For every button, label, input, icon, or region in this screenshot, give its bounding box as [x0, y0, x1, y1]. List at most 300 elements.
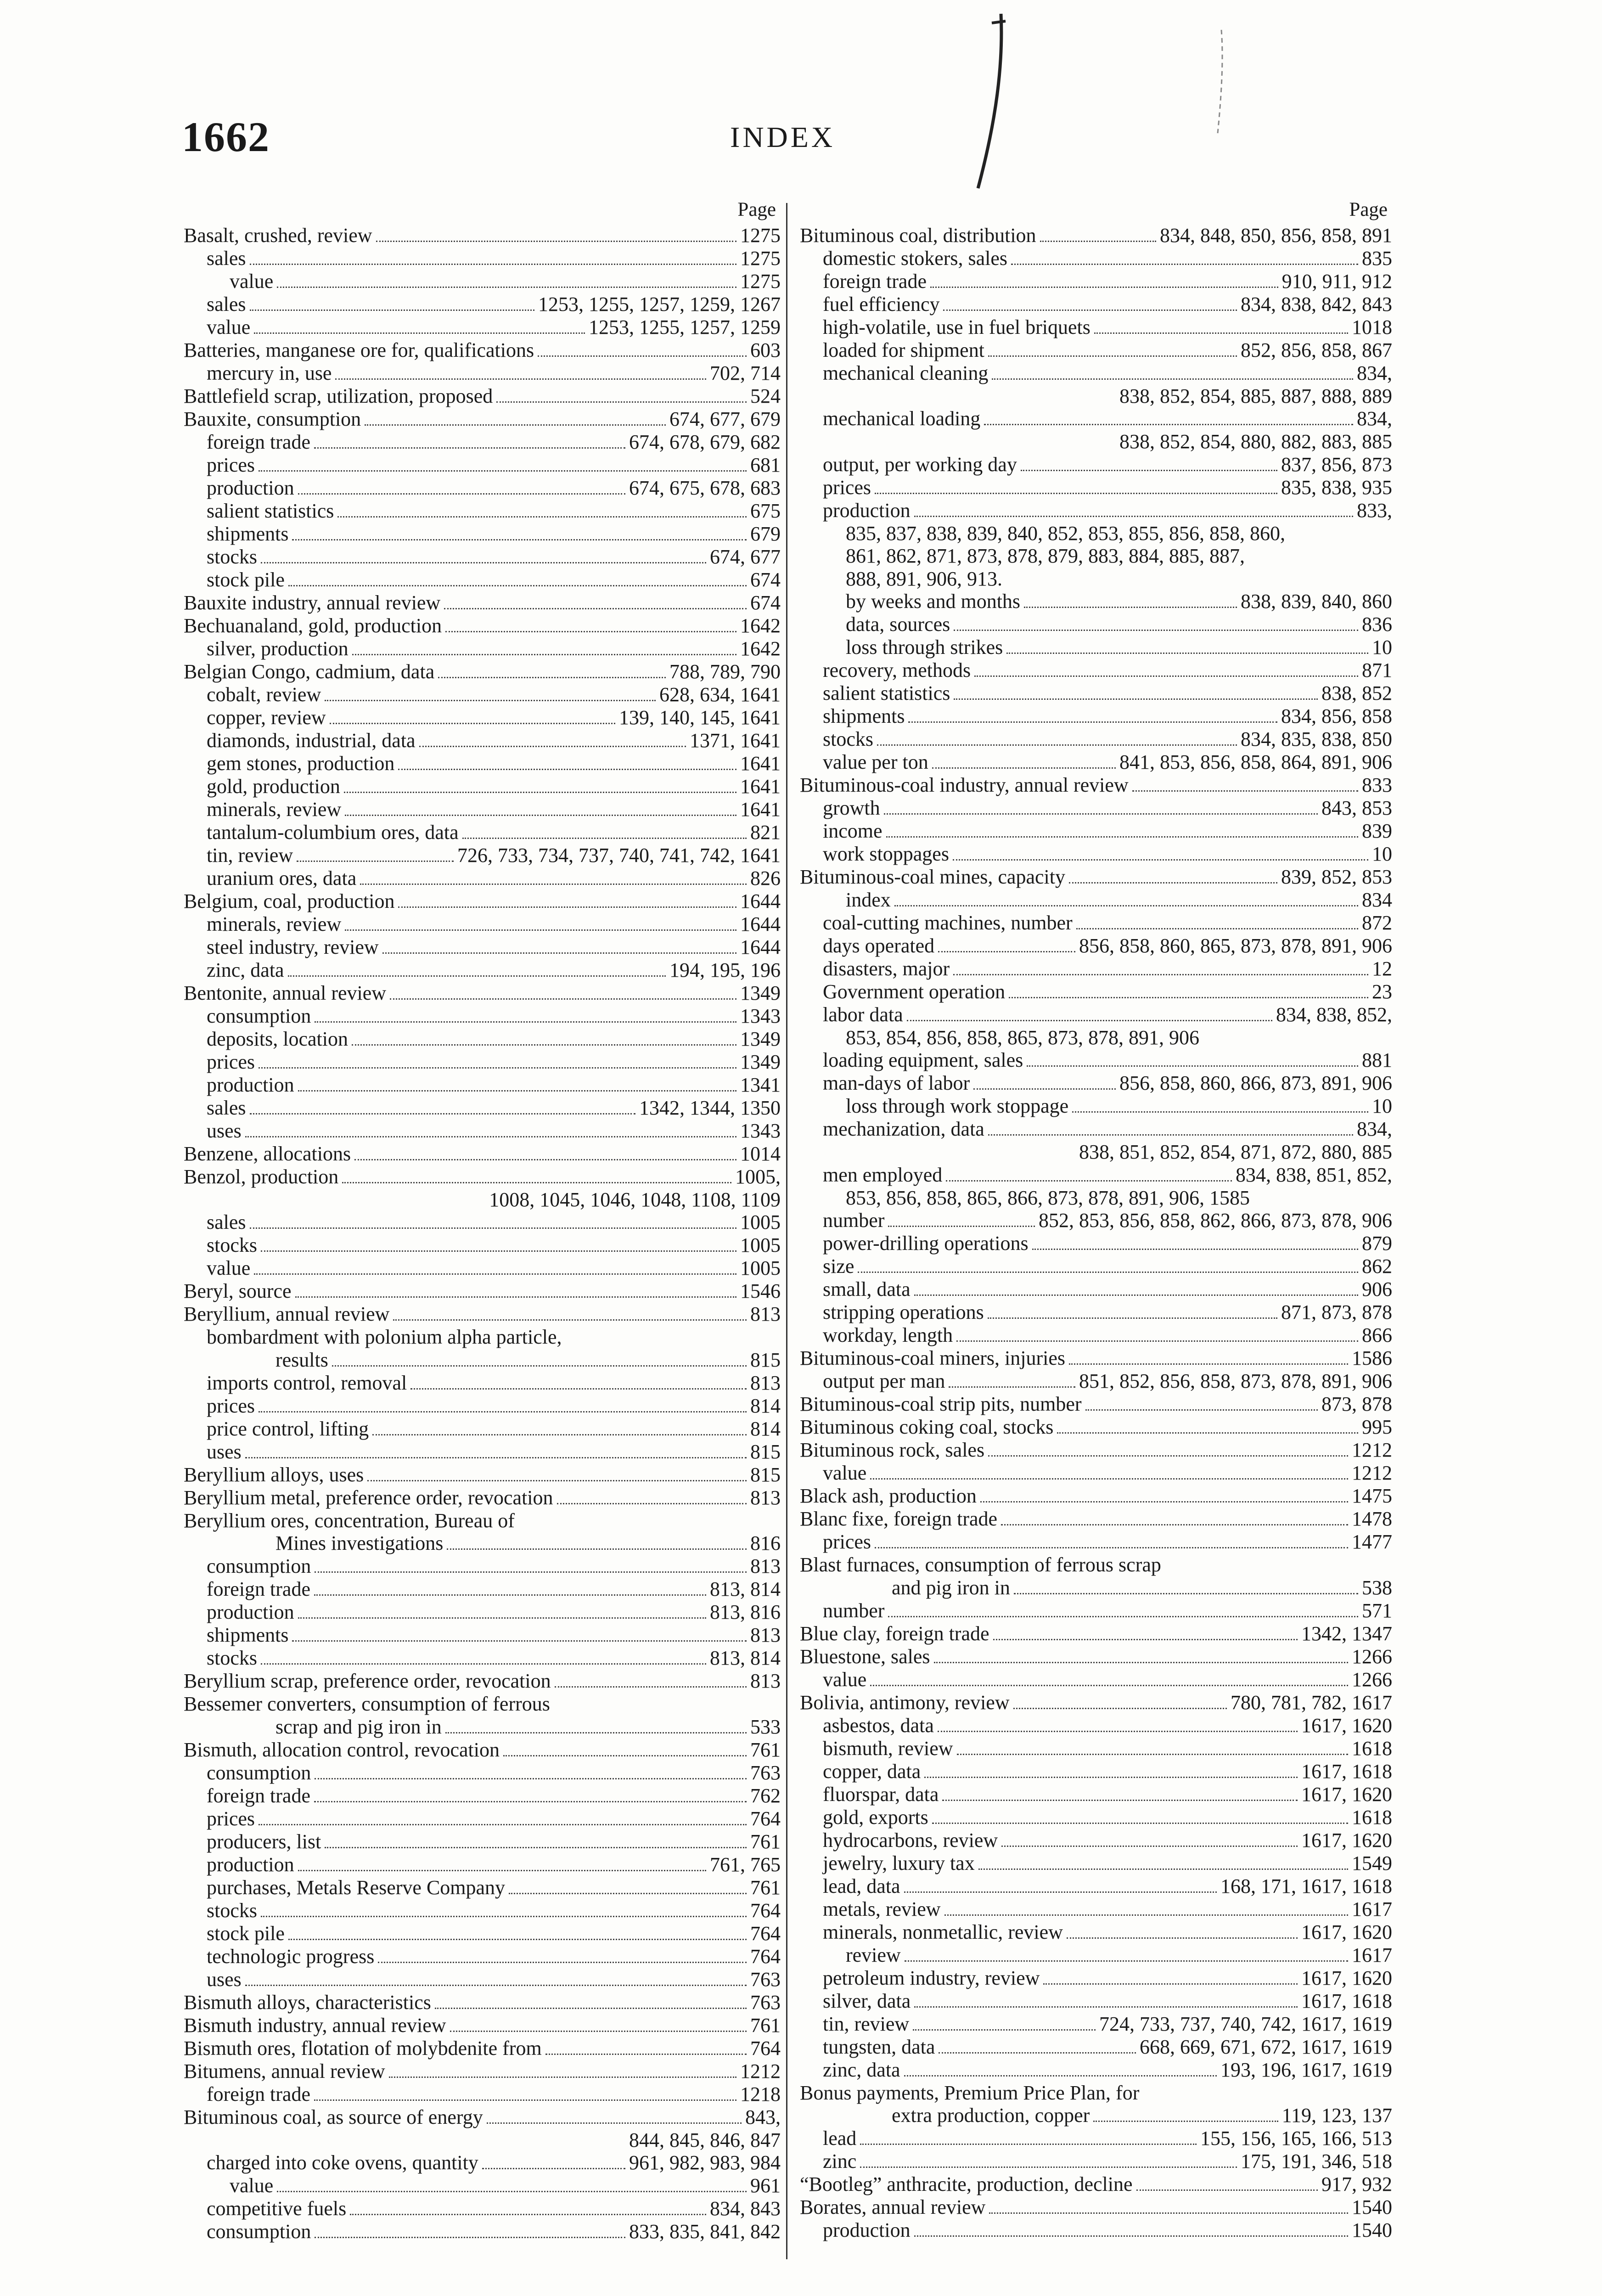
entry-pages: 764 — [750, 1807, 781, 1830]
index-entry — [184, 1051, 781, 1074]
dot-leader — [365, 424, 666, 426]
entry-pages: 852, 856, 858, 867 — [1241, 339, 1392, 361]
index-entry — [800, 270, 1392, 293]
entry-pages: 1005 — [740, 1211, 781, 1234]
dot-leader — [904, 2075, 1217, 2077]
dot-leader — [988, 355, 1237, 357]
entry-pages: 1349 — [740, 1028, 781, 1050]
dot-leader — [444, 608, 747, 609]
entry-pages: 193, 196, 1617, 1619 — [1220, 2058, 1392, 2081]
dot-leader — [858, 1272, 1358, 1273]
entry-pages: 674 — [750, 568, 781, 591]
index-entry — [184, 1441, 781, 1463]
entry-term: Belgian Congo, cadmium, data — [184, 660, 435, 683]
index-entry — [184, 867, 781, 890]
dot-leader — [984, 424, 1353, 425]
entry-term: Bituminous coal, distribution — [800, 224, 1036, 247]
entry-pages: 834, 856, 858 — [1281, 705, 1392, 728]
page-number: 1662 — [182, 113, 270, 160]
entry-term: consumption — [207, 1005, 311, 1027]
entry-term: stripping operations — [823, 1301, 984, 1324]
index-entry — [184, 1280, 781, 1303]
entry-term: prices — [207, 1051, 255, 1073]
dot-leader — [988, 1134, 1353, 1136]
entry-term: Bauxite industry, annual review — [184, 591, 441, 614]
index-entry — [800, 2059, 1392, 2082]
entry-term: Bituminous-coal mines, capacity — [800, 866, 1065, 889]
index-entry — [800, 1875, 1392, 1898]
index-entry — [184, 1303, 781, 1326]
entry-pages: 1618 — [1352, 1806, 1392, 1829]
index-entry — [800, 476, 1392, 499]
dot-leader — [1001, 1524, 1348, 1525]
entry-term: loaded for shipment — [823, 339, 984, 361]
index-entry — [184, 477, 781, 500]
index-entry — [800, 2127, 1392, 2150]
dot-leader — [992, 378, 1353, 380]
entry-term: and pig iron in — [892, 1576, 1010, 1599]
dot-leader — [1011, 264, 1358, 265]
entry-pages: 761, 765 — [710, 1853, 781, 1876]
entry-pages: 871 — [1362, 659, 1392, 682]
index-entry — [800, 453, 1392, 476]
dot-leader — [335, 378, 706, 380]
entry-term: loss through strikes — [846, 636, 1003, 659]
index-entry — [184, 2174, 781, 2197]
entry-pages: 1642 — [740, 614, 781, 637]
dot-leader — [245, 1457, 747, 1458]
entry-term: jewelry, luxury tax — [823, 1851, 975, 1874]
index-entry — [184, 2083, 781, 2106]
index-entry — [184, 1899, 781, 1922]
entry-pages: 1617, 1620 — [1301, 1714, 1392, 1737]
dot-leader — [314, 1594, 706, 1596]
entry-term: Bitumens, annual review — [184, 2060, 385, 2082]
entry-pages: 1005 — [740, 1257, 781, 1280]
index-entry — [184, 339, 781, 362]
entry-term: deposits, location — [207, 1028, 348, 1050]
index-entry — [184, 890, 781, 913]
entry-pages: 879 — [1362, 1232, 1392, 1255]
index-entry — [800, 1599, 1392, 1622]
entry-pages: 1540 — [1352, 2219, 1392, 2242]
entry-term: mechanization, data — [823, 1118, 984, 1141]
entry-pages: 837, 856, 873 — [1281, 453, 1392, 476]
entry-term: income — [823, 820, 883, 843]
entry-term: Beryllium metal, preference order, revocation — [184, 1486, 553, 1509]
entry-term: stocks — [823, 728, 873, 751]
entry-term: Bituminous-coal industry, annual review — [800, 774, 1129, 797]
entry-term: Batteries, manganese ore for, qualifications — [184, 339, 534, 361]
entry-pages: 1266 — [1352, 1668, 1392, 1691]
entry-term: salient statistics — [207, 500, 334, 522]
entry-pages: 175, 191, 346, 518 — [1241, 2150, 1392, 2173]
dot-leader — [914, 2006, 1298, 2008]
entry-pages: 813, 814 — [710, 1647, 781, 1670]
entry-pages: 856, 858, 860, 866, 873, 891, 906 — [1119, 1072, 1392, 1095]
dot-leader — [315, 2237, 625, 2238]
entry-pages: 675 — [750, 500, 781, 522]
entry-pages-continuation: 861, 862, 871, 873, 878, 879, 883, 884, 885, 887, — [846, 545, 1245, 568]
index-entry — [184, 1739, 781, 1761]
entry-pages: 761 — [750, 2014, 781, 2037]
index-entry — [184, 431, 781, 454]
dot-leader — [907, 1020, 1272, 1021]
entry-pages: 1642 — [740, 637, 781, 660]
dot-leader — [557, 1503, 747, 1504]
entry-pages: 1549 — [1352, 1851, 1392, 1874]
dot-leader — [1085, 1409, 1318, 1411]
index-entry — [800, 2219, 1392, 2242]
entry-pages: 813 — [750, 1303, 781, 1326]
entry-term: Bolivia, antimony, review — [800, 1691, 1010, 1714]
entry-term: shipments — [823, 705, 905, 728]
entry-term: charged into coke ovens, quantity — [207, 2151, 478, 2174]
entry-term: production — [207, 1601, 294, 1624]
entry-pages-continuation: 838, 852, 854, 885, 887, 888, 889 — [1119, 385, 1392, 407]
entry-term: production — [207, 1074, 294, 1096]
entry-pages: 679 — [750, 523, 781, 545]
dot-leader — [905, 1960, 1348, 1962]
entry-pages: 1617, 1620 — [1301, 1920, 1392, 1943]
dot-leader — [419, 746, 686, 747]
entry-pages: 843, — [745, 2105, 781, 2128]
dot-leader — [398, 769, 736, 770]
entry-term: fluorspar, data — [823, 1783, 939, 1806]
entry-term: gold, production — [207, 775, 340, 798]
dot-leader — [295, 1296, 736, 1298]
index-entry — [800, 1806, 1392, 1829]
entry-pages: 194, 195, 196 — [669, 959, 781, 981]
entry-pages: 815 — [750, 1440, 781, 1463]
dot-leader — [860, 2167, 1237, 2168]
entry-term: mercury in, use — [207, 362, 332, 384]
index-entry — [184, 913, 781, 936]
entry-pages: 833, 835, 841, 842 — [629, 2220, 781, 2243]
entry-term: Beryl, source — [184, 1280, 292, 1303]
entry-pages: 1617, 1620 — [1301, 1829, 1392, 1851]
index-entry — [184, 1463, 781, 1486]
index-entry — [184, 1074, 781, 1097]
dot-leader — [954, 698, 1318, 700]
index-entry — [800, 1209, 1392, 1232]
entry-term: fuel efficiency — [823, 293, 940, 315]
entry-pages: 839, 852, 853 — [1281, 866, 1392, 889]
entry-term: Bismuth industry, annual review — [184, 2014, 446, 2037]
entry-pages: 1478 — [1352, 1508, 1392, 1531]
entry-pages: 139, 140, 145, 1641 — [619, 706, 781, 729]
entry-term: copper, data — [823, 1760, 921, 1783]
entry-pages: 761 — [750, 1830, 781, 1853]
entry-term: imports control, removal — [207, 1371, 407, 1394]
entry-pages: 762 — [750, 1784, 781, 1807]
entry-term: foreign trade — [823, 270, 927, 293]
dot-leader — [462, 838, 747, 839]
entry-term: output per man — [823, 1370, 945, 1393]
entry-term: stocks — [207, 1899, 257, 1922]
entry-pages: 681 — [750, 454, 781, 476]
entry-pages: 873, 878 — [1321, 1393, 1392, 1416]
entry-term: prices — [823, 476, 871, 499]
dot-leader — [908, 721, 1277, 723]
index-entry — [184, 1257, 781, 1280]
entry-term: price control, lifting — [207, 1417, 369, 1440]
dot-leader — [314, 447, 625, 449]
entry-pages: 702, 714 — [710, 362, 781, 384]
entry-pages: 1343 — [740, 1005, 781, 1027]
entry-term: consumption — [207, 1555, 311, 1578]
entry-pages: 674, 678, 679, 682 — [629, 431, 781, 453]
index-entry — [184, 224, 781, 247]
dot-leader — [389, 2077, 736, 2078]
index-entry — [800, 407, 1392, 453]
dot-leader — [914, 2235, 1348, 2237]
index-entry — [800, 912, 1392, 934]
index-entry — [800, 2036, 1392, 2059]
entry-pages: 961 — [750, 2174, 781, 2197]
entry-pages: 1586 — [1352, 1347, 1392, 1370]
index-entry — [184, 591, 781, 614]
entry-pages: 881 — [1362, 1049, 1392, 1072]
entry-term: work stoppages — [823, 843, 949, 866]
dot-leader — [450, 2031, 747, 2032]
entry-pages: 1641 — [740, 775, 781, 798]
dot-leader — [877, 744, 1237, 746]
index-entry — [800, 247, 1392, 270]
dot-leader — [354, 1159, 736, 1160]
index-entry — [184, 1097, 781, 1120]
index-entry — [184, 1601, 781, 1624]
entry-term: disasters, major — [823, 957, 950, 980]
dot-leader — [254, 332, 585, 334]
dot-leader — [509, 1893, 747, 1894]
dot-leader — [1040, 241, 1156, 242]
dot-leader — [1021, 470, 1277, 471]
index-entry — [800, 2173, 1392, 2196]
index-entry — [184, 1693, 781, 1715]
entry-pages: 834 — [1362, 889, 1392, 912]
entry-pages-continuation: 1008, 1045, 1046, 1048, 1108, 1109 — [489, 1188, 781, 1211]
entry-pages: 533 — [750, 1715, 781, 1738]
dot-leader — [988, 1455, 1348, 1457]
entry-term: index — [846, 889, 891, 912]
entry-pages: 1617 — [1352, 1897, 1392, 1920]
entry-pages: 538 — [1362, 1576, 1392, 1599]
entry-term: salient statistics — [823, 682, 950, 705]
entry-term: men employed — [823, 1163, 943, 1186]
dot-leader — [382, 952, 736, 954]
index-entry — [184, 2014, 781, 2037]
entry-term: purchases, Metals Reserve Company — [207, 1876, 506, 1899]
index-entry — [800, 1416, 1392, 1439]
dot-leader — [292, 1640, 747, 1642]
index-entry — [800, 1737, 1392, 1760]
index-entry — [184, 1807, 781, 1830]
entry-pages: 917, 932 — [1321, 2173, 1392, 2196]
dot-leader — [1069, 882, 1277, 884]
entry-pages: 674 — [750, 591, 781, 614]
dot-leader — [1006, 653, 1368, 654]
index-entry — [800, 1462, 1392, 1485]
entry-term: stock pile — [207, 568, 285, 591]
index-entry — [184, 2220, 781, 2243]
entry-term: value — [823, 1668, 867, 1691]
entry-term: Blue clay, foreign trade — [800, 1622, 989, 1645]
index-entry — [184, 1142, 781, 1165]
entry-term: Bismuth ores, flotation of molybdenite from — [184, 2037, 542, 2060]
column-divider — [786, 203, 787, 2259]
entry-term: recovery, methods — [823, 659, 971, 682]
entry-pages: 10 — [1372, 843, 1392, 866]
entry-term: petroleum industry, review — [823, 1966, 1040, 1989]
dot-leader — [932, 767, 1116, 769]
dot-leader — [884, 813, 1318, 815]
index-entry — [800, 820, 1392, 843]
dot-leader — [298, 1870, 706, 1871]
dot-leader — [1032, 1249, 1358, 1250]
entry-term: minerals, review — [207, 913, 342, 935]
index-entry — [800, 1118, 1392, 1163]
index-entry — [184, 1876, 781, 1899]
index-entry — [800, 1668, 1392, 1691]
dot-leader — [350, 2214, 706, 2215]
entry-pages: 813, 814 — [710, 1578, 781, 1601]
dot-leader — [254, 1273, 736, 1275]
dot-leader — [482, 2168, 625, 2169]
dot-leader — [943, 310, 1237, 311]
entry-pages: 1617, 1618 — [1301, 1989, 1392, 2012]
entry-term: sales — [207, 247, 246, 270]
dot-leader — [870, 1478, 1348, 1480]
index-entry — [800, 316, 1392, 339]
dot-leader — [345, 815, 736, 816]
index-entry — [800, 1622, 1392, 1645]
dot-leader — [487, 2122, 742, 2124]
entry-pages: 1540 — [1352, 2196, 1392, 2219]
entry-term: data, sources — [846, 613, 950, 636]
dot-leader — [988, 1317, 1277, 1319]
entry-pages: 1342, 1344, 1350 — [639, 1097, 781, 1119]
entry-term: loading equipment, sales — [823, 1049, 1023, 1072]
index-entry — [184, 293, 781, 316]
index-entry — [184, 1784, 781, 1807]
entry-term: copper, review — [207, 706, 326, 729]
entry-pages: 763 — [750, 1968, 781, 1991]
entry-term: Black ash, production — [800, 1485, 977, 1508]
index-entry — [184, 2037, 781, 2060]
entry-pages: 961, 982, 983, 984 — [629, 2151, 781, 2174]
entry-pages: 10 — [1372, 636, 1392, 659]
entry-pages: 628, 634, 1641 — [659, 683, 781, 706]
running-head: INDEX — [730, 121, 836, 153]
entry-term: value — [230, 2174, 274, 2197]
entry-pages: 1617 — [1352, 1943, 1392, 1966]
dot-leader — [288, 585, 747, 586]
entry-pages-continuation: 835, 837, 838, 839, 840, 852, 853, 855, 856, 858, 860, — [846, 522, 1285, 545]
entry-pages: 1343 — [740, 1120, 781, 1142]
index-entry — [184, 1326, 781, 1348]
entry-term: Beryllium scrap, preference order, revocation — [184, 1670, 551, 1693]
entry-term: Bismuth alloys, characteristics — [184, 1991, 431, 2014]
dot-leader — [913, 2029, 1096, 2031]
index-entries-left — [184, 224, 781, 2243]
dot-leader — [1043, 1983, 1298, 1985]
entry-pages: 834, — [1357, 1118, 1392, 1141]
entry-pages: 1005 — [740, 1234, 781, 1257]
index-entry — [184, 614, 781, 637]
entry-pages: 1212 — [740, 2060, 781, 2082]
entry-pages: 834, — [1357, 362, 1392, 384]
dot-leader — [888, 1616, 1358, 1617]
entry-pages: 862 — [1362, 1255, 1392, 1278]
dot-leader — [1001, 1846, 1298, 1847]
pencil-stroke-mark — [960, 9, 1015, 202]
entry-pages: 995 — [1362, 1416, 1392, 1439]
index-entry — [800, 1508, 1392, 1531]
entry-term: loss through work stoppage — [846, 1095, 1069, 1118]
dot-leader — [372, 1434, 747, 1435]
entry-term: steel industry, review — [207, 936, 379, 958]
dot-leader — [297, 861, 454, 862]
dot-leader — [298, 1090, 736, 1092]
entry-pages: 834, 838, 842, 843 — [1241, 293, 1392, 315]
entry-term: Beryllium alloys, uses — [184, 1463, 364, 1486]
dot-leader — [245, 1136, 736, 1137]
entry-term: prices — [207, 454, 255, 476]
entry-term: mechanical cleaning — [823, 362, 989, 384]
entry-term: zinc, data — [823, 2058, 900, 2081]
page-column-label: Page — [1349, 199, 1388, 220]
entry-term: foreign trade — [207, 1784, 310, 1807]
entry-term: Blanc fixe, foreign trade — [800, 1508, 998, 1531]
entry-pages: 1644 — [740, 913, 781, 935]
entry-term: sales — [207, 293, 246, 315]
dot-leader — [1132, 790, 1358, 792]
index-entry — [800, 1921, 1392, 1944]
dot-leader — [259, 1824, 747, 1825]
index-entry — [800, 1852, 1392, 1875]
entry-term: production — [207, 477, 294, 499]
index-entry — [184, 408, 781, 431]
index-entry — [800, 797, 1392, 820]
index-entry — [184, 316, 781, 339]
entry-term: uses — [207, 1120, 242, 1142]
index-entry — [800, 1370, 1392, 1393]
entry-pages-continuation: 838, 851, 852, 854, 871, 872, 880, 885 — [1079, 1141, 1392, 1164]
index-entry — [184, 270, 781, 293]
entry-pages: 834, — [1357, 407, 1392, 430]
index-entry — [184, 775, 781, 798]
entry-pages: 871, 873, 878 — [1281, 1301, 1392, 1324]
entry-pages: 833, — [1357, 499, 1392, 522]
index-entry — [800, 339, 1392, 362]
entry-pages: 813 — [750, 1486, 781, 1509]
entry-pages: 764 — [750, 1899, 781, 1922]
entry-pages: 835, 838, 935 — [1281, 476, 1392, 499]
dot-leader — [298, 493, 625, 495]
entry-pages: 764 — [750, 1945, 781, 1968]
dot-leader — [315, 1021, 736, 1023]
entry-pages: 1018 — [1352, 316, 1392, 338]
dot-leader — [1009, 997, 1368, 998]
index-entry — [800, 751, 1392, 774]
index-entry — [184, 1234, 781, 1257]
dot-leader — [325, 1847, 747, 1848]
entry-pages: 814 — [750, 1394, 781, 1417]
dot-leader — [956, 1340, 1358, 1342]
dot-leader — [314, 2099, 736, 2101]
dot-leader — [914, 516, 1353, 517]
